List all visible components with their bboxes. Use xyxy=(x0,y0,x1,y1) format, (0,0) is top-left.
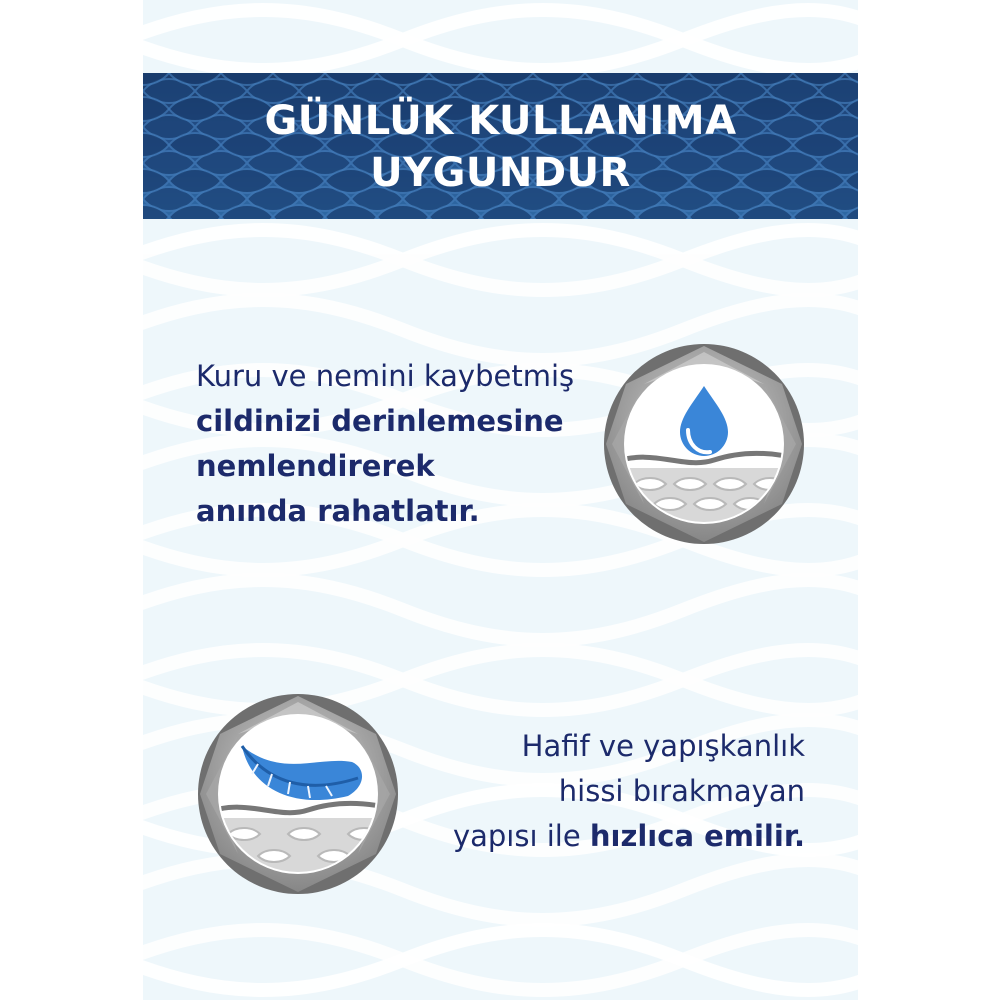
absorption-line-1: Hafif ve yapışkanlık xyxy=(521,729,805,763)
moisture-line-4: anında rahatlatır. xyxy=(196,494,480,528)
banner-title-line-1: GÜNLÜK KULLANIMA xyxy=(264,98,737,144)
moisture-description xyxy=(196,354,596,534)
absorption-line-2: hissi bırakmayan xyxy=(558,774,805,808)
moisture-line-2: cildinizi derinlemesine xyxy=(196,404,564,438)
feather-skin-icon xyxy=(198,694,398,894)
banner-title-line-2: UYGUNDUR xyxy=(370,150,631,196)
water-drop-skin-icon xyxy=(604,344,804,544)
absorption-line-3 xyxy=(385,814,805,859)
banner-title xyxy=(143,95,858,199)
absorption-line-3-bold: hızlıca emilir. xyxy=(589,819,805,853)
moisture-line-1: Kuru ve nemini kaybetmiş xyxy=(196,359,575,393)
absorption-line-3-regular: yapısı ile xyxy=(452,819,590,853)
absorption-description xyxy=(385,724,805,859)
moisture-line-3: nemlendirerek xyxy=(196,449,435,483)
title-banner xyxy=(143,73,858,219)
